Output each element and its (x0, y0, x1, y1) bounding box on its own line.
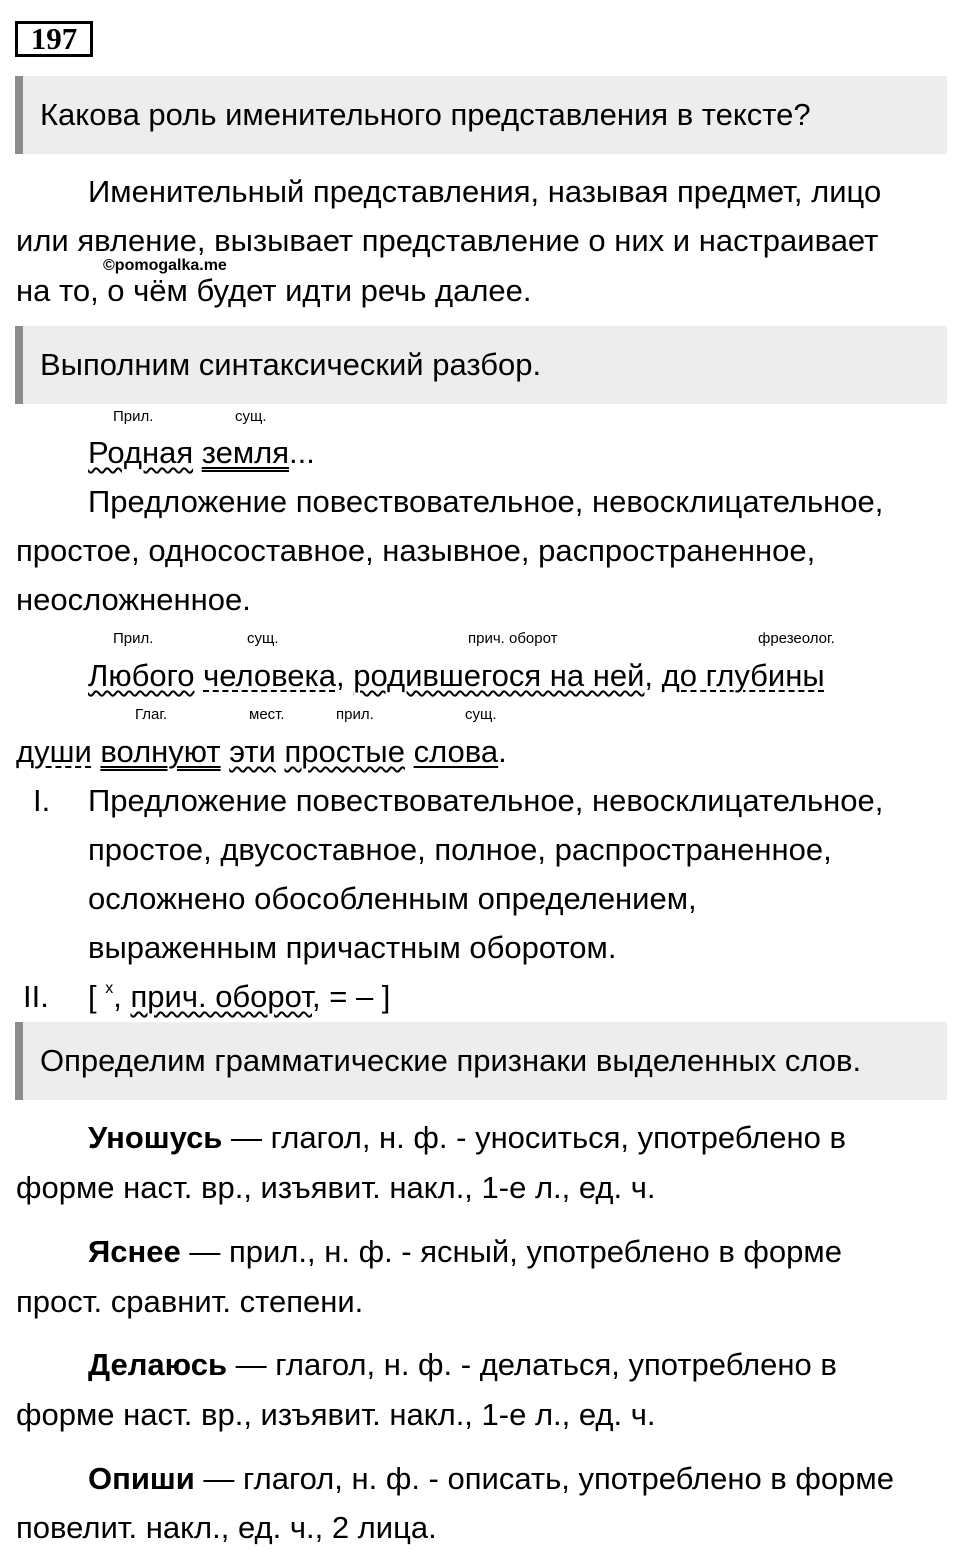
grammar-item (88, 1232, 842, 1272)
section-heading-grammar-text: Определим грамматические признаки выделенных слов. (40, 1043, 862, 1078)
analysis-line: простое, двусоставное, полное, распространенное, (88, 832, 832, 867)
grammar-text: — глагол, н. ф. - описать, употреблено в форме (194, 1461, 894, 1496)
highlighted-word: Делаюсь (88, 1347, 228, 1382)
pos-label-adj: Прил. (113, 408, 154, 425)
word-prostye: простые (284, 734, 405, 769)
grammar-text: — глагол, н. ф. - уноситься, употреблено в (222, 1120, 846, 1155)
grammar-text: — прил., н. ф. - ясный, употреблено в форме (180, 1234, 842, 1269)
ellipsis: ... (289, 435, 315, 470)
scheme-participle: прич. оборот (130, 979, 312, 1014)
grammar-item (88, 1118, 846, 1158)
phrase-do-glubiny: до глубины (661, 658, 825, 693)
pos-label-phraseo: фрезеолог. (758, 630, 835, 647)
grammar-line: форме наст. вр., изъявит. накл., 1-е л., ед. ч. (16, 1170, 656, 1205)
section-heading-grammar (15, 1022, 947, 1100)
highlighted-word: Уношусь (88, 1120, 223, 1155)
description-line: неосложненное. (16, 582, 251, 617)
sentence-line-2 (16, 732, 507, 772)
pos-label-verb: Глаг. (135, 706, 168, 723)
pos-label-pron: мест. (249, 706, 285, 723)
roman-numeral-2: II. (23, 979, 49, 1014)
comma: , (335, 658, 354, 693)
grammar-line: повелит. накл., ед. ч., 2 лица. (16, 1510, 437, 1545)
paragraph-line: Именительный представления, называя предмет, лицо (88, 174, 882, 209)
watermark: ©pomogalka.me (103, 257, 227, 274)
pos-label-adj: прил. (336, 706, 374, 723)
pos-label-noun: сущ. (465, 706, 497, 723)
pos-label-adj: Прил. (113, 630, 154, 647)
description-line: простое, односоставное, назывное, распространенное, (16, 533, 816, 568)
section-heading-role (15, 76, 947, 154)
participle-phrase: родившегося на ней (353, 658, 645, 693)
scheme-x: х (105, 980, 114, 997)
pos-label-noun: сущ. (247, 630, 279, 647)
sentence-rodnaya-zemlya (88, 433, 315, 473)
grammar-item (88, 1345, 837, 1385)
description-line: Предложение повествовательное, невосклицательное, (88, 484, 884, 519)
roman-numeral-1: I. (33, 783, 51, 818)
paragraph-line: на то, о чём будет идти речь далее. (16, 273, 532, 308)
highlighted-word: Опиши (88, 1461, 195, 1496)
scheme-rest: , = – ] (312, 979, 391, 1014)
analysis-line: осложнено обособленным определением, (88, 881, 697, 916)
grammar-line: прост. сравнит. степени. (16, 1284, 364, 1319)
pos-label-participle: прич. оборот (468, 630, 558, 647)
word-dushi: души (16, 734, 92, 769)
grammar-text: — глагол, н. ф. - делаться, употреблено в (227, 1347, 837, 1382)
word-eti: эти (229, 734, 276, 769)
task-number: 197 (15, 21, 93, 57)
word-rodnaya: Родная (88, 435, 194, 470)
word-volnuyut: волнуют (100, 734, 221, 769)
sentence-line-1 (88, 656, 825, 696)
word-lyubogo: Любого (88, 658, 195, 693)
section-heading-syntax (15, 326, 947, 404)
period: . (498, 734, 507, 769)
grammar-line: форме наст. вр., изъявит. накл., 1-е л., ед. ч. (16, 1397, 656, 1432)
comma: , (644, 658, 662, 693)
grammar-item (88, 1459, 894, 1499)
word-cheloveka: человека (203, 658, 336, 693)
paragraph-line: или явление, вызывает представление о них и настраивает (16, 223, 879, 258)
word-zemlya: земля (201, 435, 290, 470)
analysis-line: выраженным причастным оборотом. (88, 930, 617, 965)
sentence-scheme (88, 977, 390, 1017)
section-heading-role-text: Какова роль именительного представления в тексте? (40, 97, 811, 132)
analysis-line: Предложение повествовательное, невосклицательное, (88, 783, 884, 818)
highlighted-word: Яснее (88, 1234, 181, 1269)
section-heading-syntax-text: Выполним синтаксический разбор. (40, 347, 542, 382)
bracket-open: [ (88, 979, 106, 1014)
comma: , (113, 979, 131, 1014)
word-slova: слова (413, 734, 499, 769)
pos-label-noun: сущ. (235, 408, 267, 425)
